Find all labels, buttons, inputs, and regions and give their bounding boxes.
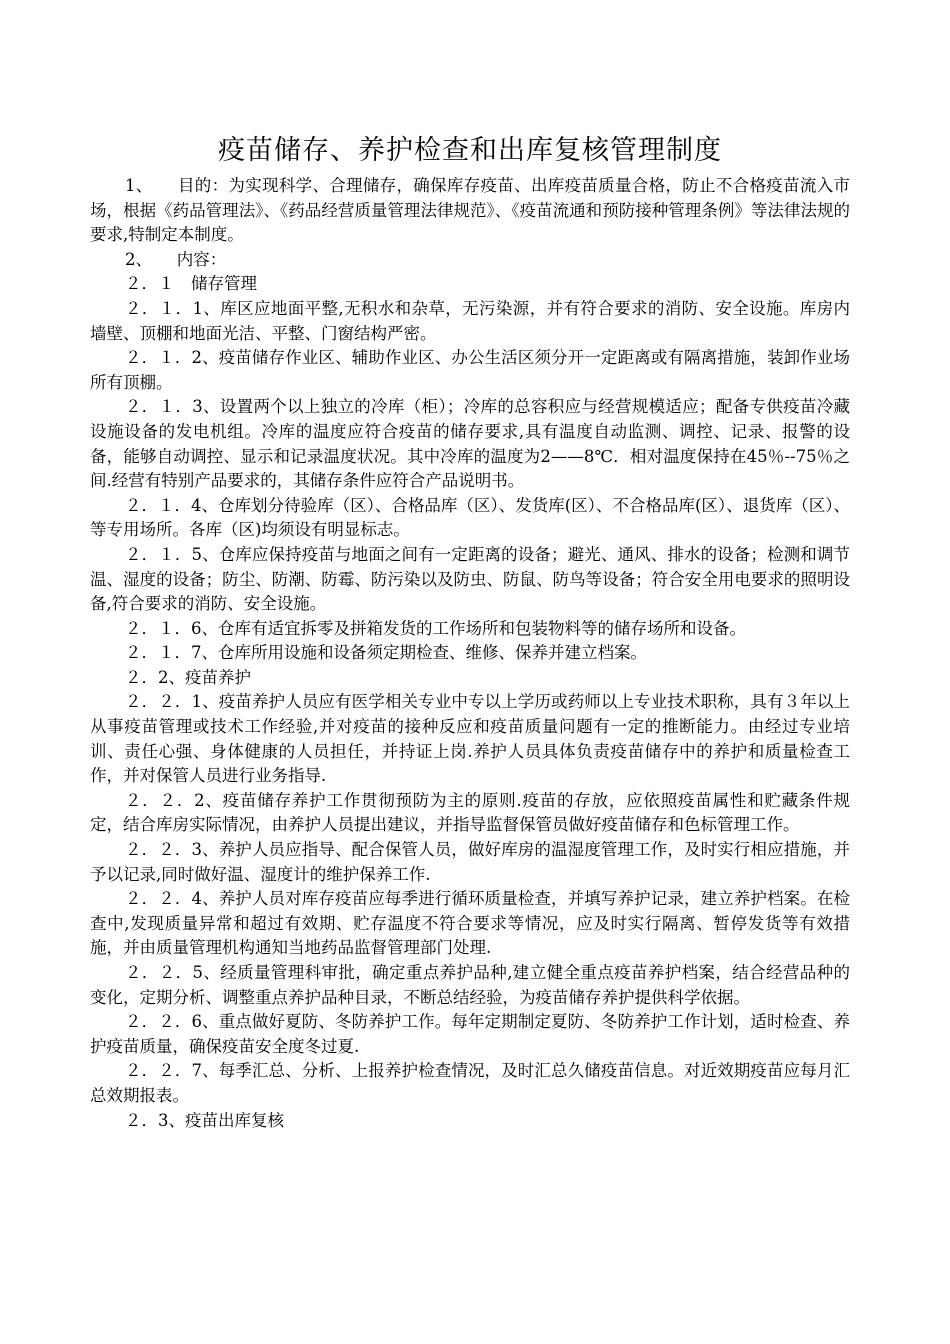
paragraph-2-2-1: ２．２．1、疫苗养护人员应有医学相关专业中专以上学历或药师以上专业技术职称，具有３年以上从事疫苗管理或技术工作经验,并对疫苗的接种反应和疫苗质量问题有一定的推断能力。由经过专业培训、责任心强、身体健康的人员担任，并持证上岗.养护人员具体负责疫苗储存中的养护和质量检查工作，并对保管人员进行业务指导. [90,692,850,786]
paragraph-2-1-7: ２．１．7、仓库所用设施和设备须定期检查、维修、保养并建立档案。 [125,643,647,663]
paragraph-2-2-6: ２．２．6、重点做好夏防、冬防养护工作。每年定期制定夏防、冬防养护工作计划，适时检查、养护疫苗质量，确保疫苗安全度冬过夏. [90,1012,850,1056]
section-heading-maintenance: ２．2、疫苗养护 [125,667,251,687]
paragraph-2-2-7: ２．２．7、每季汇总、分析、上报养护检查情况，及时汇总久储疫苗信息。对近效期疫苗应每月汇总效期报表。 [90,1061,850,1105]
paragraph-2-2-2: ２．２．2、疫苗储存养护工作贯彻预防为主的原则.疫苗的存放，应依照疫苗属性和贮藏条件规定，结合库房实际情况，由养护人员提出建议，并指导监督保管员做好疫苗储存和色标管理工作。 [90,790,850,835]
paragraph-2-1-5: ２．１．5、仓库应保持疫苗与地面之间有一定距离的设备；避光、通风、排水的设备；检测和调节温、湿度的设备；防尘、防潮、防霉、防污染以及防虫、防鼠、防鸟等设备；符合安全用电要求的照明设备,符合要求的消防、安全设施。 [90,544,850,614]
paragraph-2-1-4: ２．１．4、仓库划分待验库（区）、合格品库（区）、发货库(区）、不合格品库(区）、退货库（区）、等专用场所。各库（区)均须设有明显标志。 [90,495,850,540]
paragraph-2-1-3: ２．１．3、设置两个以上独立的冷库（柜）；冷库的总容积应与经营规模适应；配备专供疫苗冷藏设施设备的发电机组。冷库的温度应符合疫苗的储存要求,具有温度自动监测、调控、记录、报警的设备，能够自动调控、显示和记录温度状况。其中冷库的温度为2——8℃．相对温度保持在45％--75％之间.经营有特别产品要求的，其储存条件应符合产品说明书。 [90,397,850,491]
paragraph-2-1-1: ２．１．1、库区应地面平整,无积水和杂草，无污染源，并有符合要求的消防、安全设施。库房内墙壁、顶棚和地面光洁、平整、门窗结构严密。 [90,298,850,343]
document-body [90,174,850,1133]
paragraph-purpose: 1、 目的：为实现科学、合理储存，确保库存疫苗、出库疫苗质量合格，防止不合格疫苗流入市场，根据《药品管理法》、《药品经营质量管理法律规范》、《疫苗流通和预防接种管理条例》等法律法规的要求,特制定本制度。 [90,176,850,245]
paragraph-2-2-5: ２．２．5、经质量管理科审批，确定重点养护品种,建立健全重点疫苗养护档案，结合经营品种的变化，定期分析、调整重点养护品种目录，不断总结经验，为疫苗储存养护提供科学依据。 [90,963,850,1007]
paragraph-content-heading: 2、 内容： [125,249,227,269]
document-title: 疫苗储存、养护检查和出库复核管理制度 [218,135,722,166]
paragraph-2-1-2: ２．１．2、疫苗储存作业区、辅助作业区、办公生活区须分开一定距离或有隔离措施，装卸作业场所有顶棚。 [90,348,850,392]
section-heading-outbound-review: ２．3、疫苗出库复核 [125,1110,284,1130]
section-heading-storage: ２．１ 储存管理 [125,274,257,294]
paragraph-2-2-4: ２．２．4、养护人员对库存疫苗应每季进行循环质量检查，并填写养护记录，建立养护档案。在检查中,发现质量异常和超过有效期、贮存温度不符合要求等情况，应及时实行隔离、暂停发货等有效措施，并由质量管理机构通知当地药品监督管理部门处理. [90,889,850,958]
paragraph-2-1-6: ２．１．6、仓库有适宜拆零及拼箱发货的工作场所和包装物料等的储存场所和设备。 [125,618,746,638]
paragraph-2-2-3: ２．２．3、养护人员应指导、配合保管人员，做好库房的温湿度管理工作，及时实行相应措施，并予以记录,同时做好温、湿度计的维护保养工作. [90,840,850,884]
document-page [90,128,850,1133]
